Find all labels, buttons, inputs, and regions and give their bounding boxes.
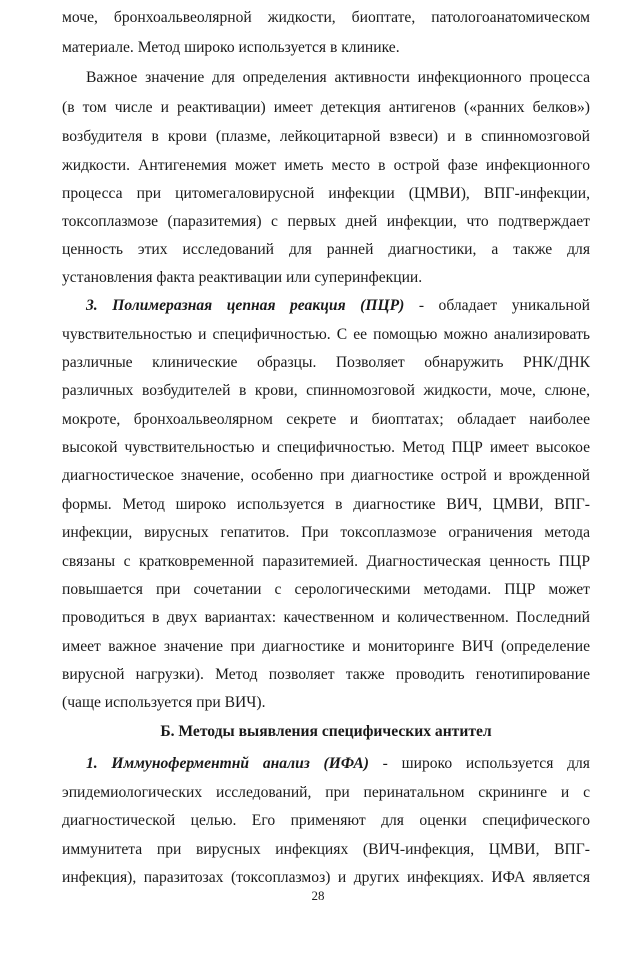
text-line: возбудителя в крови (плазме, лейкоцитарной взвеси) и в спинномозговой <box>62 128 590 145</box>
text-span: обладает уникальной <box>438 297 590 314</box>
pcr-first-line <box>86 296 590 316</box>
text-line: диагностической целью. Его применяют для оценки специфического <box>62 812 590 829</box>
text-line: установления факта реактивации или суперинфекции. <box>62 269 423 286</box>
text-line: вирусной нагрузки). Метод позволяет также проводить генотипирование <box>62 666 590 683</box>
text-line: (чаще используется при ВИЧ). <box>62 694 266 711</box>
text-line: процесса при цитомегаловирусной инфекции (ЦМВИ), ВПГ-инфекции, <box>62 185 590 202</box>
pcr-dash: - <box>404 297 439 314</box>
ifa-first-line <box>86 754 590 774</box>
text-line: высокой чувствительностью и специфичностью. Метод ПЦР имеет высокое <box>62 439 590 456</box>
section-heading: Б. Методы выявления специфических антител <box>160 723 492 740</box>
ifa-dash: - <box>368 755 402 772</box>
text-line: связаны с кратковременной паразитемией. Диагностическая ценность ПЦР <box>62 553 590 570</box>
text-line: мокроте, бронхоальвеолярном секрете и биоптатах; обладает наиболее <box>62 411 590 428</box>
text-line: различных возбудителей в крови, спинномозговой жидкости, моче, слюне, <box>62 382 590 399</box>
text-line: повышается при сочетании с серологическими методами. ПЦР может <box>62 581 590 598</box>
text-span: широко используется для <box>401 755 590 772</box>
text-line: проводиться в двух вариантах: качественном и количественном. Последний <box>62 609 590 626</box>
paragraph-first-line: Важное значение для определения активности инфекционного процесса <box>86 69 590 86</box>
text-line: (в том числе и реактивации) имеет детекция антигенов («ранних белков») <box>62 99 590 116</box>
text-line: инфекции, вирусных гепатитов. При токсоплазмозе ограничения метода <box>62 524 590 541</box>
text-line: чувствительностью и специфичностью. С ее помощью можно анализировать <box>62 326 590 343</box>
text-line: инфекция), паразитозах (токсоплазмоз) и других инфекциях. ИФА является <box>62 869 590 886</box>
text-line: ценность этих исследований для ранней диагностики, а также для <box>62 241 590 258</box>
page-number: 28 <box>311 888 325 903</box>
text-line: токсоплазмозе (паразитемия) с первых дней инфекции, что подтверждает <box>62 213 590 230</box>
text-line: жидкости. Антигенемия может иметь место в острой фазе инфекционного <box>62 157 590 174</box>
pcr-heading: 3. Полимеразная цепная реакция (ПЦР) <box>86 297 405 314</box>
text-line: имеет важное значение при диагностике и мониторинге ВИЧ (определение <box>62 638 590 655</box>
text-line: моче, бронхоальвеолярной жидкости, биоптате, патологоанатомическом <box>62 9 590 26</box>
text-line: различные клинические образцы. Позволяет обнаружить РНК/ДНК <box>62 354 590 371</box>
text-line: диагностическое значение, особенно при диагностике острой и врожденной <box>62 467 590 484</box>
text-line: материале. Метод широко используется в клинике. <box>62 39 400 56</box>
ifa-heading: 1. Иммуноферментнй анализ (ИФА) <box>86 755 369 772</box>
text-line: иммунитета при вирусных инфекциях (ВИЧ-инфекция, ЦМВИ, ВПГ- <box>62 841 590 858</box>
text-line: формы. Метод широко используется в диагностике ВИЧ, ЦМВИ, ВПГ- <box>62 496 590 513</box>
text-line: эпидемиологических исследований, при перинатальном скрининге и с <box>62 784 590 801</box>
